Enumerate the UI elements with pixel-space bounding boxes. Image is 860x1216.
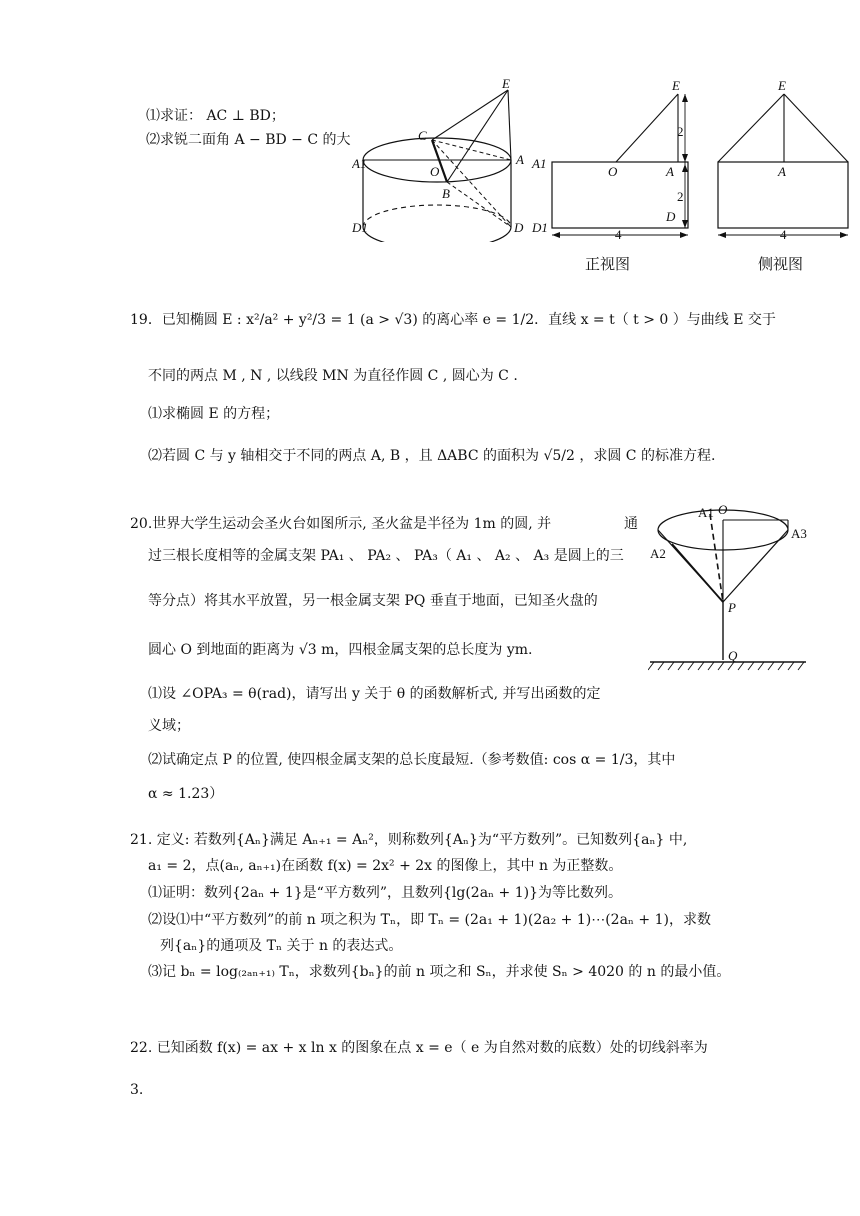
q21-part3: ⑶记 bₙ = log₍₂ₐₙ₊₁₎ Tₙ，求数列{bₙ}的前 n 项之和 Sₙ，并求使 Sₙ > 4020 的 n 的最小值。: [148, 964, 731, 980]
label-o: O: [430, 164, 440, 179]
q19-part1: ⑴求椭圆 E 的方程；: [148, 406, 280, 422]
front-label-d1: D1: [532, 220, 548, 235]
q20-line4: 圆心 O 到地面的距离为 √3 m，四根金属支架的总长度为 ym.: [148, 642, 533, 658]
front-view-caption: 正视图: [585, 255, 631, 273]
front-dim-2a: 2: [677, 124, 684, 139]
side-view-caption: 侧视图: [758, 255, 804, 273]
front-label-d: D: [666, 209, 676, 224]
q21-line2: a₁ = 2，点(aₙ, aₙ₊₁)在函数 f(x) = 2x² + 2x 的图像上，其中 n 为正整数。: [148, 858, 623, 874]
q19-part2: ⑵若圆 C 与 y 轴相交于不同的两点 A, B ，且 ΔABC 的面积为 √5/2 ，求圆 C 的标准方程.: [148, 448, 716, 464]
q21-part2a: ⑵设⑴中“平方数列”的前 n 项之积为 Tₙ，即 Tₙ = (2a₁ + 1)(2a₂ + 1)⋯(2aₙ + 1)，求数: [148, 912, 711, 928]
q21-part2b: 列{aₙ}的通项及 Tₙ 关于 n 的表达式。: [160, 938, 403, 954]
front-label-a1: A1: [532, 156, 547, 171]
front-view-figure: [530, 78, 700, 246]
label-b: B: [442, 186, 450, 201]
q20-line3: 等分点）将其水平放置，另一根金属支架 PQ 垂直于地面，已知圣火盘的: [148, 593, 598, 609]
front-label-o: O: [608, 164, 618, 179]
torch-label-o: O: [718, 502, 728, 517]
q21-line1: 21. 定义: 若数列{Aₙ}满足 Aₙ₊₁ = Aₙ²，则称数列{Aₙ}为“平方数列”。已知数列{aₙ} 中,: [130, 832, 688, 848]
q19-line1: 19．已知椭圆 E : x²/a² + y²/3 = 1 (a > √3) 的离心率 e = 1/2．直线 x = t（ t > 0 ）与曲线 E 交于: [130, 312, 776, 328]
front-label-a: A: [666, 164, 674, 179]
torch-label-a3: A3: [791, 526, 807, 541]
torch-label-p: P: [728, 600, 736, 615]
torch-label-a1: A1: [698, 505, 714, 520]
torch-figure: [648, 500, 810, 672]
q20-line1b: 通: [624, 516, 638, 532]
q19-line2: 不同的两点 M , N , 以线段 MN 为直径作圆 C , 圆心为 C .: [148, 368, 518, 384]
cylinder-figure: [352, 78, 530, 242]
side-view-figure: [712, 78, 854, 246]
q22-line1: 22. 已知函数 f(x) = ax + x ln x 的图象在点 x = e（ e 为自然对数的底数）处的切线斜率为: [130, 1040, 708, 1056]
label-c: C: [418, 128, 427, 143]
q18-part2: ⑵求锐二面角 A − BD − C 的大: [146, 132, 351, 148]
q18-part1: ⑴求证： AC ⊥ BD；: [146, 108, 285, 124]
front-label-e: E: [672, 78, 680, 93]
q20-line2: 过三根长度相等的金属支架 PA₁ 、 PA₂ 、 PA₃（ A₁ 、 A₂ 、 A₃ 是圆上的三: [148, 548, 624, 564]
torch-label-q: Q: [728, 648, 738, 663]
q20-part2b: α ≈ 1.23）: [148, 786, 224, 802]
front-dim-2b: 2: [677, 189, 684, 204]
side-label-a: A: [778, 164, 786, 179]
label-d: D: [514, 220, 524, 235]
side-label-e: E: [778, 78, 786, 93]
q22-line2: 3.: [130, 1082, 144, 1098]
label-d1: D1: [352, 220, 368, 235]
front-dim-4: 4: [615, 227, 622, 242]
q20-part1a: ⑴设 ∠OPA₃ = θ(rad)，请写出 y 关于 θ 的函数解析式, 并写出函数的定: [148, 686, 601, 702]
label-e: E: [502, 78, 510, 91]
q21-part1: ⑴证明：数列{2aₙ + 1}是“平方数列”，且数列{lg(2aₙ + 1)}为等比数列。: [148, 885, 623, 901]
torch-label-a2: A2: [650, 546, 666, 561]
q20-part1b: 义域；: [148, 718, 190, 734]
label-a: A: [516, 152, 524, 167]
label-a1: A1: [352, 156, 367, 171]
q20-part2a: ⑵试确定点 P 的位置, 使四根金属支架的总长度最短.（参考数值: cos α = 1/3，其中: [148, 752, 676, 768]
side-dim-4: 4: [780, 227, 787, 242]
q20-line1a: 20.世界大学生运动会圣火台如图所示, 圣火盆是半径为 1m 的圆, 并: [130, 516, 552, 532]
